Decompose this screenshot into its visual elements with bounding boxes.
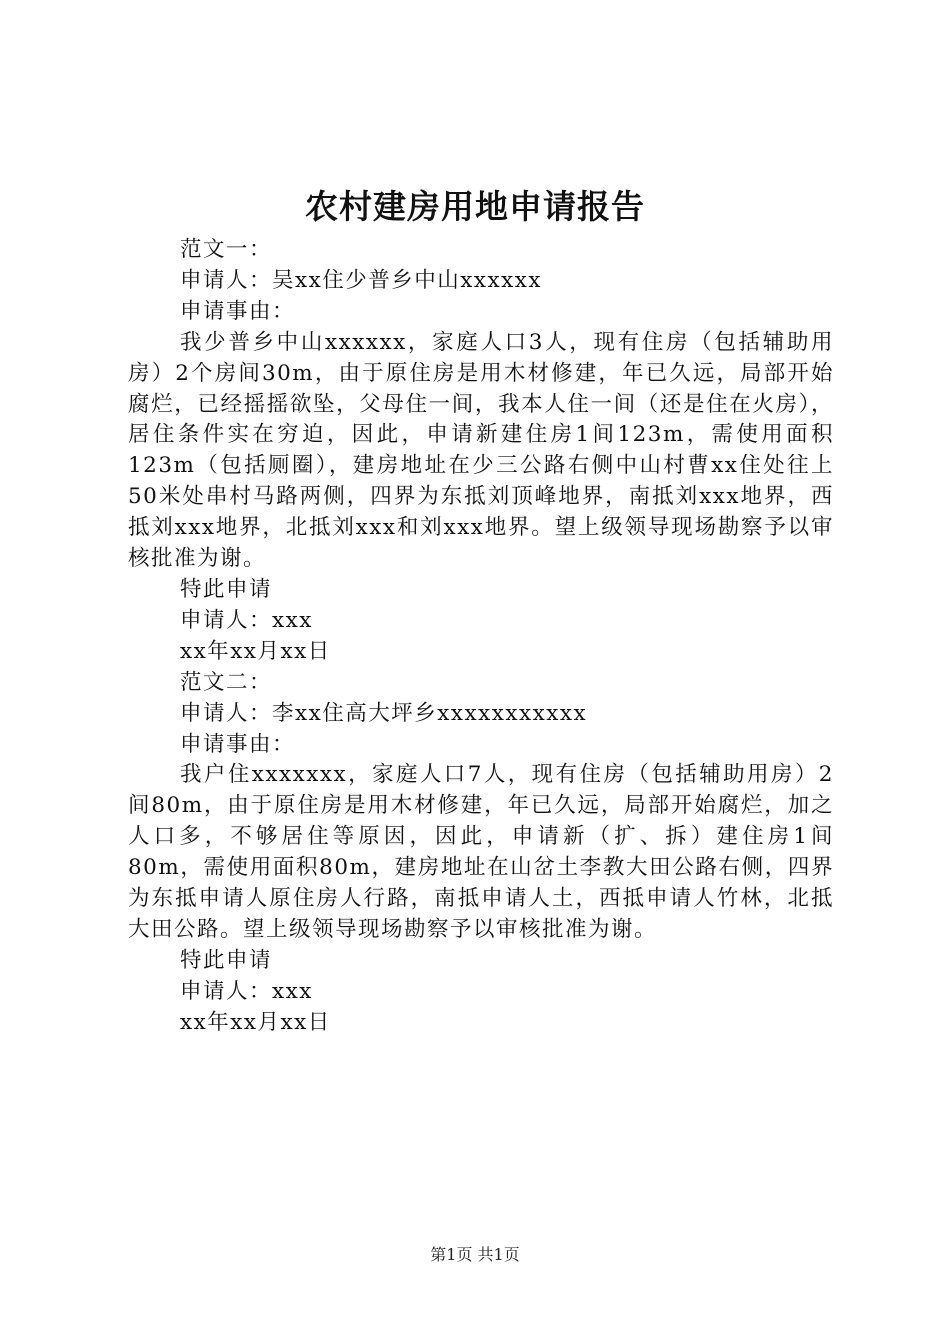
sample1-applicant-line: 申请人：吴xx住少普乡中山xxxxxx xyxy=(180,267,543,293)
sample2-signature: 申请人：xxx xyxy=(180,978,313,1004)
sample1-closing: 特此申请 xyxy=(180,576,273,602)
sample1-reason-label: 申请事由： xyxy=(180,298,296,324)
sample2-reason-label: 申请事由： xyxy=(180,731,296,757)
document-title: 农村建房用地申请报告 xyxy=(305,187,645,226)
sample2-paragraph: 我户住xxxxxxx，家庭人口7人，现有住房（包括辅助用房）2间80m，由于原住房是用木材修建，年已久远，局部开始腐烂，加之人口多，不够居住等原因，因此，申请新（扩、拆）建住房1间80m，需使用面积80m，建房地址在山岔土李教大田公路右侧，四界为东抵申请人原住房人行路，南抵申请人土，西抵申请人竹林，北抵大田公路。望上级领导现场勘察予以审核批准为谢。 xyxy=(128,762,834,942)
sample2-heading: 范文二： xyxy=(180,669,273,695)
sample2-closing: 特此申请 xyxy=(180,947,273,973)
document-body xyxy=(128,235,834,1039)
sample2-applicant-line: 申请人：李xx住高大坪乡xxxxxxxxxxx xyxy=(180,700,588,726)
page-footer: 第1页 共1页 xyxy=(430,1245,520,1264)
sample1-date: xx年xx月xx日 xyxy=(180,638,331,664)
sample1-signature: 申请人：xxx xyxy=(180,607,313,633)
sample1-paragraph: 我少普乡中山xxxxxx，家庭人口3人，现有住房（包括辅助用房）2个房间30m，由于原住房是用木材修建，年已久远，局部开始腐烂，已经摇摇欲坠，父母住一间，我本人住一间（还是住在火房），居住条件实在穷迫，因此，申请新建住房1间123m，需使用面积123m（包括厕圈），建房地址在少三公路右侧中山村曹xx住处往上50米处串村马路两侧，四界为东抵刘顶峰地界，南抵刘xxx地界，西抵刘xxx地界，北抵刘xxx和刘xxx地界。望上级领导现场勘察予以审核批准为谢。 xyxy=(128,329,834,572)
sample1-heading: 范文一： xyxy=(180,237,273,262)
sample2-date: xx年xx月xx日 xyxy=(180,1009,331,1035)
